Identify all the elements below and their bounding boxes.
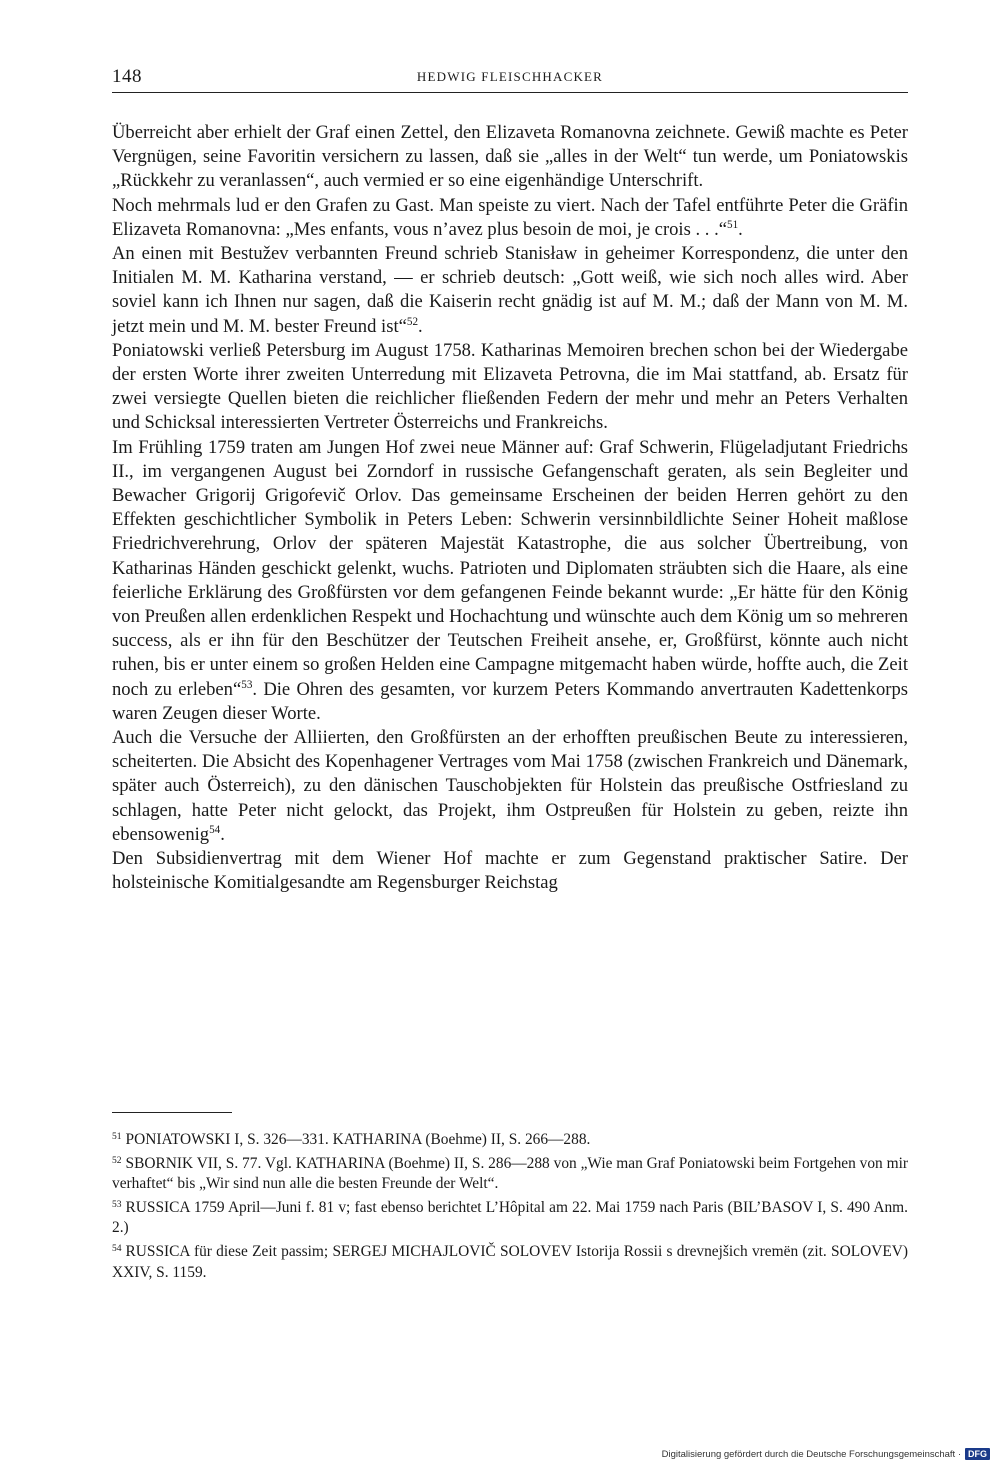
footnote-ref[interactable]: 52 bbox=[406, 315, 419, 328]
paragraph: Im Frühling 1759 traten am Jungen Hof zwei neue Männer auf: Graf Schwerin, Flügeladjutant Friedrichs II., im vergangenen August bei Zorndorf in russische Gefangenschaft geraten, als sein Begleiter und Bewacher Grigorij Grigoŕevič Orlov. Das gemeinsame Erscheinen der beiden Herren gehört zu den Effekten geschichtlicher Symbolik in Peters Leben: Schwerin versinnbildlichte Seiner Hoheit maßlose Friedrichverehrung, Orlov der späteren Majestät Katastrophe, die aus solcher Übertreibung, von Katharinas Händen geschickt gelenkt, wuchs. Patrioten und Diplomaten sträubten sich die Haare, als eine feierliche Erklärung des Großfürsten vor dem gefangenen Feinde bekannt wurde: „Er hätte für den König von Preußen allen erdenklichen Respekt und Hochachtung und wünschte auch dem König um so mehreren success, als er ihn für den Beschützer der Teutschen Freiheit ansehe, er, Großfürst, könnte auch nicht ruhen, bis er unter einem so großen Helden eine Campagne mitgemacht haben würde, hoffte auch, die Zeit noch zu erleben“$^{53}$. Die Ohren des gesamten, vor kurzem Peters Kommando anvertrauten Kadettenkorps waren Zeugen dieser Worte. bbox=[112, 436, 908, 724]
paragraph: Überreicht aber erhielt der Graf einen Zettel, den Elizaveta Romanovna zeichnete. Gewiß machte es Peter Vergnügen, seine Favoritin versichern zu lassen, daß sie „alles in der Welt“ tun werde, um Poniatowskis „Rückkehr zu veranlassen“, auch vermied er so eine eigenhändige Unterschrift. bbox=[112, 122, 908, 192]
page-number: 148 bbox=[112, 66, 142, 87]
paragraph: Poniatowski verließ Petersburg im August 1758. Katharinas Memoiren brechen schon bei der Wiedergabe der ersten Worte ihrer zweiten Unterredung mit Elizaveta Petrovna, die im Mai stattfand, ab. Ersatz für zwei versiegte Quellen bieten die reichlicher fließenden Federn der mehr und mehr an Peters Verhalten und Schicksal interessierten Vertreter Österreichs und Frankreichs. bbox=[112, 339, 908, 434]
paragraph: Noch mehrmals lud er den Grafen zu Gast. Man speiste zu viert. Nach der Tafel entführte Peter die Gräfin Elizaveta Romanovna: „Mes enfants, vous n’avez plus besoin de moi, je crois . . .“$^{51}$. bbox=[112, 194, 908, 240]
footnote: $^{51}$ PONIATOWSKI I, S. 326—331. KATHARINA (Boehme) II, S. 266—288. bbox=[112, 1130, 591, 1148]
credit-text: Digitalisierung gefördert durch die Deutsche Forschungsgemeinschaft · bbox=[661, 1448, 961, 1460]
body-text bbox=[112, 121, 908, 896]
footnote-mark: 52 bbox=[112, 1154, 122, 1166]
paragraph: Den Subsidienvertrag mit dem Wiener Hof machte er zum Gegenstand praktischer Satire. Der holsteinische Komitialgesandte am Regensburger Reichstag bbox=[112, 848, 908, 894]
footnote-mark: 51 bbox=[112, 1131, 122, 1142]
dfg-logo-icon: DFG bbox=[965, 1448, 990, 1460]
footnote-mark: 54 bbox=[112, 1243, 122, 1255]
running-head: HEDWIG FLEISCHHACKER bbox=[416, 69, 604, 84]
footnote-divider bbox=[112, 1112, 232, 1113]
digitization-credit bbox=[662, 1448, 990, 1460]
footnote: $^{54}$ RUSSICA für diese Zeit passim; SERGEJ MICHAJLOVIČ SOLOVEV Istorija Rossii s drevnejšich vremën (zit. SOLOVEV) XXIV, S. 1159. bbox=[112, 1243, 908, 1281]
footnote-ref[interactable]: 54 bbox=[209, 823, 221, 836]
footnotes bbox=[112, 1127, 908, 1284]
paragraph: An einen mit Bestužev verbannten Freund schrieb Stanisław in geheimer Korrespondenz, die unter den Initialen M. M. Katharina verstand, — er schrieb deutsch: „Gott weiß, wie sich noch alles wird. Aber soviel kann ich Ihnen nur sagen, daß die Kaiserin recht gnädig ist auf M. M.; daß der Mann von M. M. jetzt mein und M. M. bester Freund ist“$^{52}$. bbox=[112, 243, 908, 337]
page-header bbox=[112, 66, 908, 93]
footnote: $^{52}$ SBORNIK VII, S. 77. Vgl. KATHARINA (Boehme) II, S. 286—288 von „Wie man Graf Poniatowski beim Fortgehen von mir verhaftet“ bis „Wir sind nun alle die besten Freunde der Welt“. bbox=[112, 1154, 908, 1193]
footnote-ref[interactable]: 53 bbox=[241, 678, 253, 691]
footnote: $^{53}$ RUSSICA 1759 April—Juni f. 81 v; fast ebenso berichtet L’Hôpital am 22. Mai 1759 nach Paris (BIL’BASOV I, S. 490 Anm. 2.) bbox=[112, 1198, 908, 1237]
footnote-ref[interactable]: 51 bbox=[726, 218, 739, 231]
footnote-mark: 53 bbox=[112, 1198, 122, 1210]
paragraph: Auch die Versuche der Alliierten, den Großfürsten an der erhofften preußischen Beute zu interessieren, scheiterten. Die Absicht des Kopenhagener Vertrages vom Mai 1758 (zwischen Frankreich und Dänemark, später auch Österreich), zu den dänischen Tauschobjekten für Holstein das preußische Ostfriesland zu schlagen, hatte Peter nicht gelockt, das Projekt, ihm Ostpreußen für Holstein zu geben, reizte ihn ebensowenig$^{54}$. bbox=[112, 727, 908, 845]
